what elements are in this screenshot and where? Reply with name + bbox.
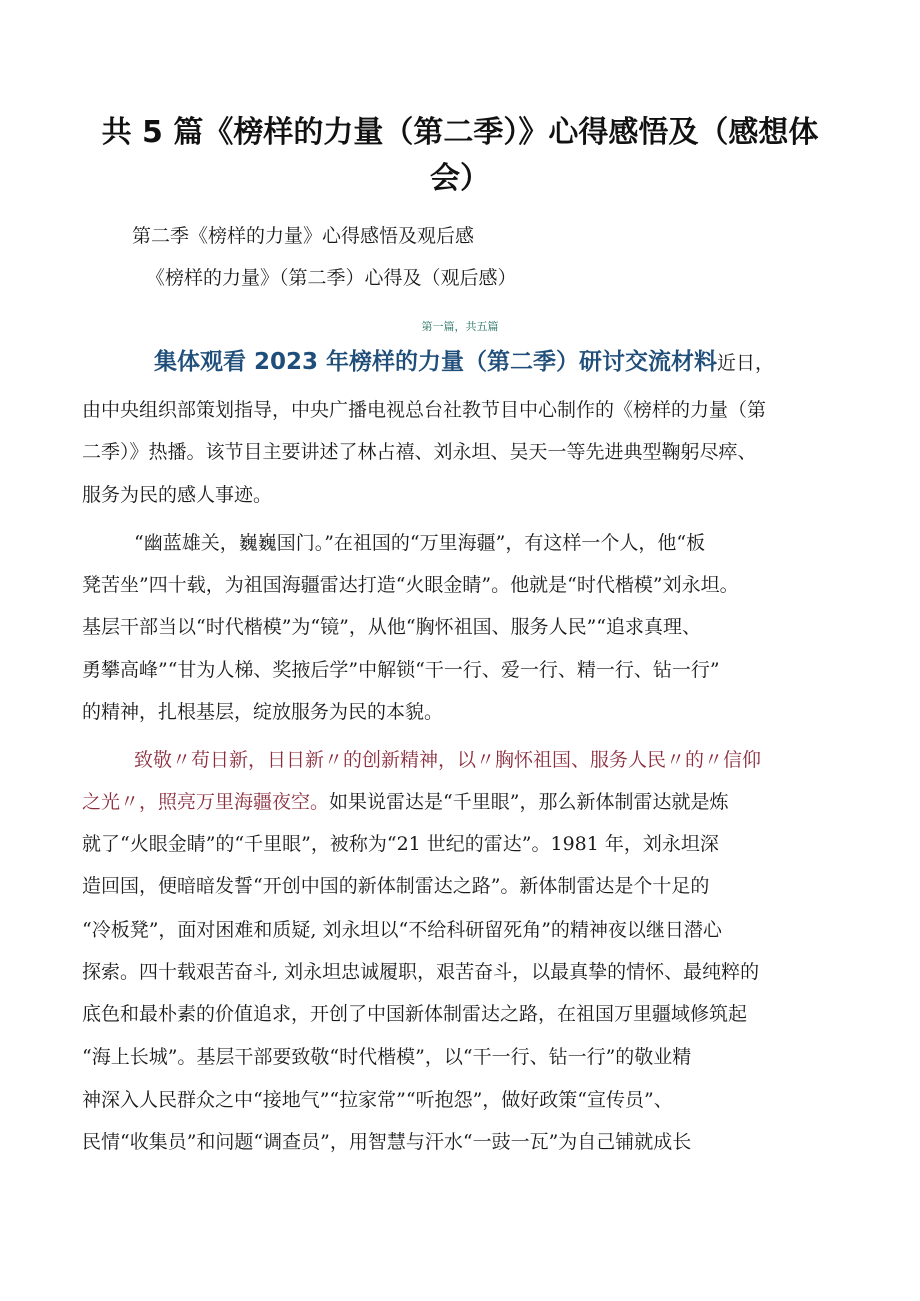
section-label: 第一篇，共五篇 [421,320,499,333]
document-title [60,110,860,202]
paragraph-line: 服务为民的感人事迹。 [82,484,273,506]
subtitle-2: 《榜样的力量》（第二季）心得及（观后感） [146,267,517,289]
paragraph-line: 民情“收集员”和问题“调查员”，用智慧与汗水“一豉一瓦”为自己铺就成长 [82,1131,692,1153]
paragraph-line: 基层干部当以“时代楷模”为“镜”，从他“胸怀祖国、服务人民”“追求真理、 [82,616,701,638]
paragraph-line: 造回国，便暗暗发誓“开创中国的新体制雷达之路”。新体制雷达是个十足的 [82,875,710,897]
title-line-1: 共 5 篇《榜样的力量（第二季）》心得感悟及（感想体 [101,115,819,150]
paragraph-line: “幽蓝雄关，巍巍国门。”在祖国的“万里海疆”，有这样一个人，他“板 [134,532,706,554]
paragraph-line: 由中央组织部策划指导，中央广播电视总台社教节目中心制作的《榜样的力量（第 [82,399,767,421]
paragraph-line: “冷板凳”，面对困难和质疑, 刘永坦以“不给科研留死角”的精神夜以继日潜心 [82,919,722,941]
article-heading: 集体观看 2023 年榜样的力量（第二季）研讨交流材料 [154,349,718,375]
paragraph-line: 神深入人民群众之中“接地气”“拉家常”“听抱怨”，做好政策“宣传员”、 [82,1089,673,1111]
accent-text: 之光〃，照亮万里海疆夜空。 [82,791,330,813]
paragraph-line: “海上长城”。基层干部要致敬“时代楷模”，以“干一行、钻一行”的敬业精 [82,1046,692,1068]
title-line-2: 会） [430,161,490,196]
paragraph-line: 探索。四十载艰苦奋斗, 刘永坦忠诚履职，艰苦奋斗，以最真挚的情怀、最纯粹的 [82,961,760,983]
paragraph-line [82,782,728,822]
paragraph-line: 就了“火眼金睛”的“千里眼”，被称为“21 世纪的雷达”。1981 年，刘永坦深 [82,833,719,855]
accent-line: 致敬〃苟日新，日日新〃的创新精神，以〃胸怀祖国、服务人民〃的〃信仰 [134,749,762,771]
subtitle-1: 第二季《榜样的力量》心得感悟及观后感 [132,225,475,247]
paragraph-line: 二季）》热播。该节目主要讲述了林占禧、刘永坦、吴天一等先进典型鞠躬尽瘁、 [82,441,757,463]
paragraph-line: 凳苦坐”四十载，为祖国海疆雷达打造“火眼金睛”。他就是“时代楷模”刘永坦。 [82,574,739,596]
paragraph-line: 底色和最朴素的价值追求，开创了中国新体制雷达之路，在祖国万里疆域修筑起 [82,1003,748,1025]
paragraph-line: 的精神，扎根基层，绽放服务为民的本貌。 [82,701,444,723]
paragraph-line [154,342,774,383]
line-text: 如果说雷达是“千里眼”，那么新体制雷达就是炼 [329,791,729,813]
line-text: 近日， [717,352,775,374]
paragraph-line: 勇攀高峰”“甘为人梯、奖掖后学”中解锁“干一行、爱一行、精一行、钻一行” [82,659,720,681]
